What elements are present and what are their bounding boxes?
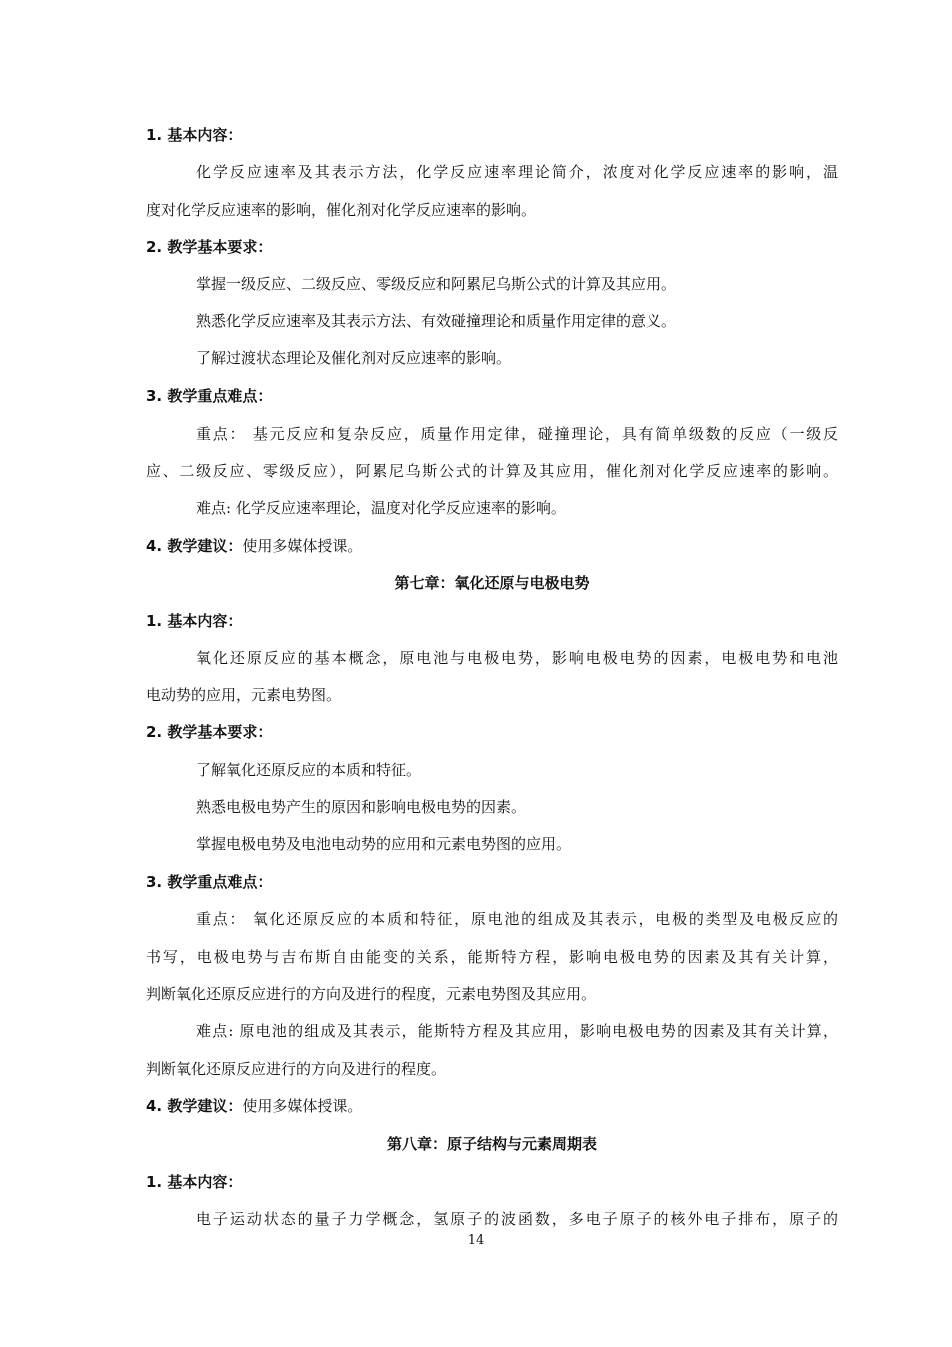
paragraph-line: 电子运动状态的量子力学概念，氢原子的波函数，多电子原子的核外电子排布，原子的 [196,1210,838,1228]
heading-basic-content: 1. 基本内容： [146,612,243,630]
teaching-suggestion [146,536,838,556]
difficulty-line: 判断氧化还原反应进行的方向及进行的程度。 [146,1060,447,1078]
key-point-line: 重点： 氧化还原反应的本质和特征，原电池的组成及其表示，电极的类型及电极反应的 [196,910,838,928]
suggestion-text: 使用多媒体授课。 [242,537,363,555]
heading-key-points: 3. 教学重点难点： [146,873,273,891]
difficulty-line: 难点: 原电池的组成及其表示，能斯特方程及其应用，影响电极电势的因素及其有关计算， [196,1022,838,1040]
paragraph-line: 化学反应速率及其表示方法，化学反应速率理论简介，浓度对化学反应速率的影响，温 [196,163,838,181]
requirement-line: 熟悉化学反应速率及其表示方法、有效碰撞理论和质量作用定律的意义。 [196,312,677,330]
heading-teaching-requirements: 2. 教学基本要求： [146,238,273,256]
paragraph-line: 度对化学反应速率的影响，催化剂对化学反应速率的影响。 [146,201,537,219]
heading-key-points: 3. 教学重点难点： [146,387,273,405]
requirement-line: 掌握一级反应、二级反应、零级反应和阿累尼乌斯公式的计算及其应用。 [196,275,677,293]
key-point-line: 判断氧化还原反应进行的方向及进行的程度，元素电势图及其应用。 [146,985,597,1003]
heading-basic-content: 1. 基本内容： [146,1173,243,1191]
heading-basic-content: 1. 基本内容： [146,126,243,144]
paragraph-line: 氧化还原反应的基本概念，原电池与电极电势，影响电极电势的因素，电极电势和电池 [196,649,838,667]
chapter-title: 第八章：原子结构与元素周期表 [386,1135,597,1153]
requirement-line: 掌握电极电势及电池电动势的应用和元素电势图的应用。 [196,835,572,853]
key-point-line: 应、二级反应、零级反应），阿累尼乌斯公式的计算及其应用，催化剂对化学反应速率的影响。 [146,462,838,480]
page-number: 14 [467,1233,485,1248]
suggestion-label: 4. 教学建议： [146,537,243,555]
paragraph-line: 电动势的应用，元素电势图。 [146,686,342,704]
teaching-suggestion [146,1096,838,1116]
suggestion-text: 使用多媒体授课。 [242,1097,363,1115]
heading-teaching-requirements: 2. 教学基本要求： [146,723,273,741]
requirement-line: 了解氧化还原反应的本质和特征。 [196,761,422,779]
requirement-line: 熟悉电极电势产生的原因和影响电极电势的因素。 [196,798,527,816]
difficulty-line: 难点: 化学反应速率理论，温度对化学反应速率的影响。 [196,499,566,517]
requirement-line: 了解过渡状态理论及催化剂对反应速率的影响。 [196,349,512,367]
key-point-line: 重点： 基元反应和复杂反应，质量作用定律，碰撞理论，具有简单级数的反应（一级反 [196,425,838,443]
suggestion-label: 4. 教学建议： [146,1097,243,1115]
chapter-title: 第七章：氧化还原与电极电势 [394,574,590,592]
key-point-line: 书写，电极电势与吉布斯自由能变的关系，能斯特方程，影响电极电势的因素及其有关计算， [146,948,838,966]
